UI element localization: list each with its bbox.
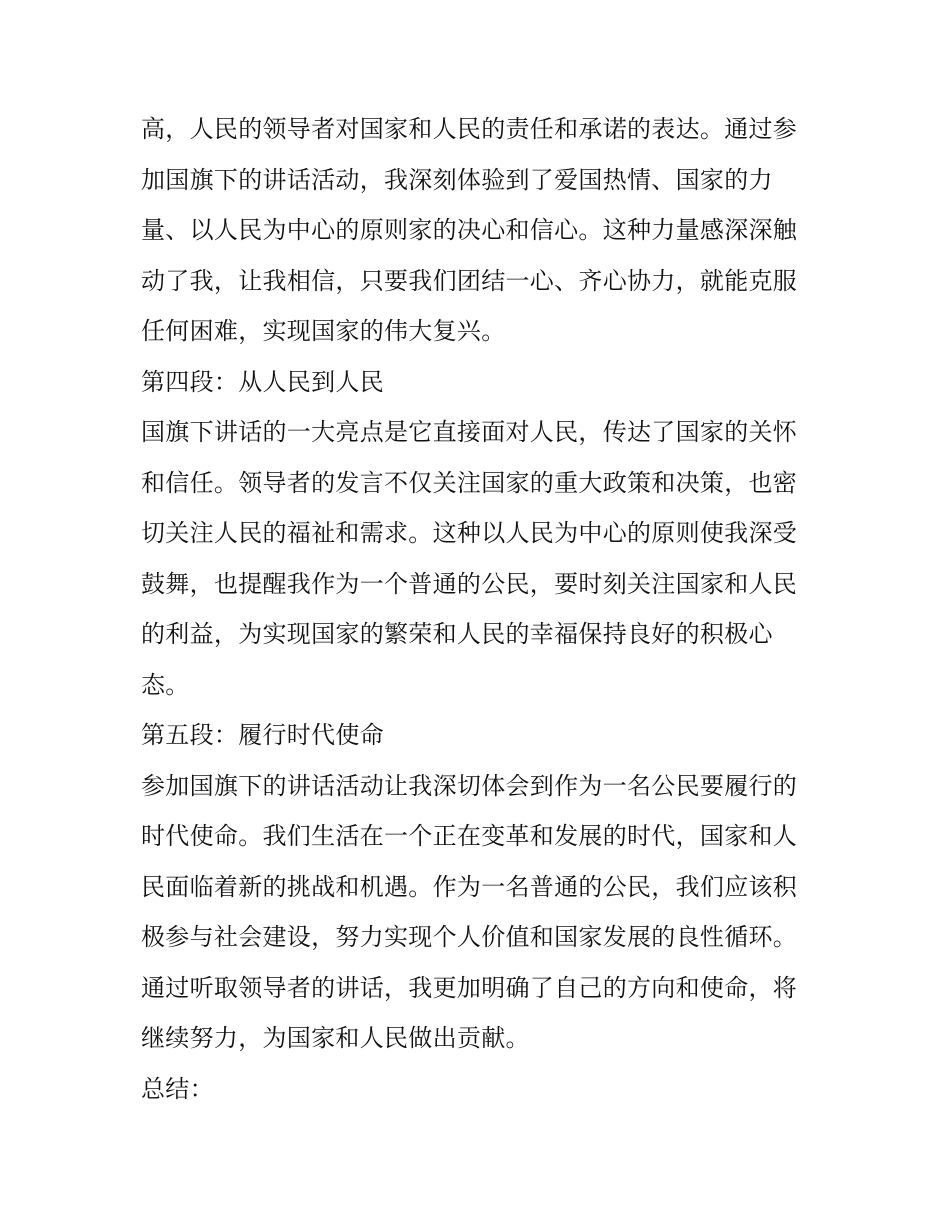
text-line: 通过听取领导者的讲话，我更加明确了自己的方向和使命，将 (141, 973, 798, 1002)
text-line: 切关注人民的福祉和需求。这种以人民为中心的原则使我深受 (141, 519, 798, 547)
text-line: 参加国旗下的讲话活动让我深切体会到作为一名公民要履行的 (141, 771, 798, 800)
text-line: 的利益，为实现国家的繁荣和人民的幸福保持良好的积极心 (141, 620, 773, 648)
text-line: 态。 (141, 670, 190, 699)
text-line: 动了我，让我相信，只要我们团结一心、齐心协力，就能克服 (141, 266, 798, 295)
text-line: 和信任。领导者的发言不仅关注国家的重大政策和决策，也密 (141, 468, 798, 497)
text-line: 任何困难，实现国家的伟大复兴。 (141, 317, 506, 345)
text-line: 民面临着新的挑战和机遇。作为一名普通的公民，我们应该积 (141, 872, 798, 901)
section-heading: 第五段：履行时代使命 (141, 721, 384, 749)
text-line: 加国旗下的讲话活动，我深刻体验到了爱国热情、国家的力 (141, 165, 773, 194)
text-line: 鼓舞，也提醒我作为一个普通的公民，要时刻关注国家和人民 (141, 569, 798, 598)
text-line: 高，人民的领导者对国家和人民的责任和承诺的表达。通过参 (141, 115, 798, 143)
text-line: 国旗下讲话的一大亮点是它直接面对人民，传达了国家的关怀 (141, 418, 798, 446)
text-line: 极参与社会建设，努力实现个人价值和国家发展的良性循环。 (141, 923, 798, 951)
text-line: 继续努力，为国家和人民做出贡献。 (141, 1024, 530, 1052)
document-body (141, 104, 813, 1114)
section-heading: 第四段：从人民到人民 (141, 367, 384, 396)
section-heading: 总结： (141, 1074, 214, 1103)
text-line: 量、以人民为中心的原则家的决心和信心。这种力量感深深触 (141, 216, 798, 244)
text-line: 时代使命。我们生活在一个正在变革和发展的时代，国家和人 (141, 822, 798, 850)
